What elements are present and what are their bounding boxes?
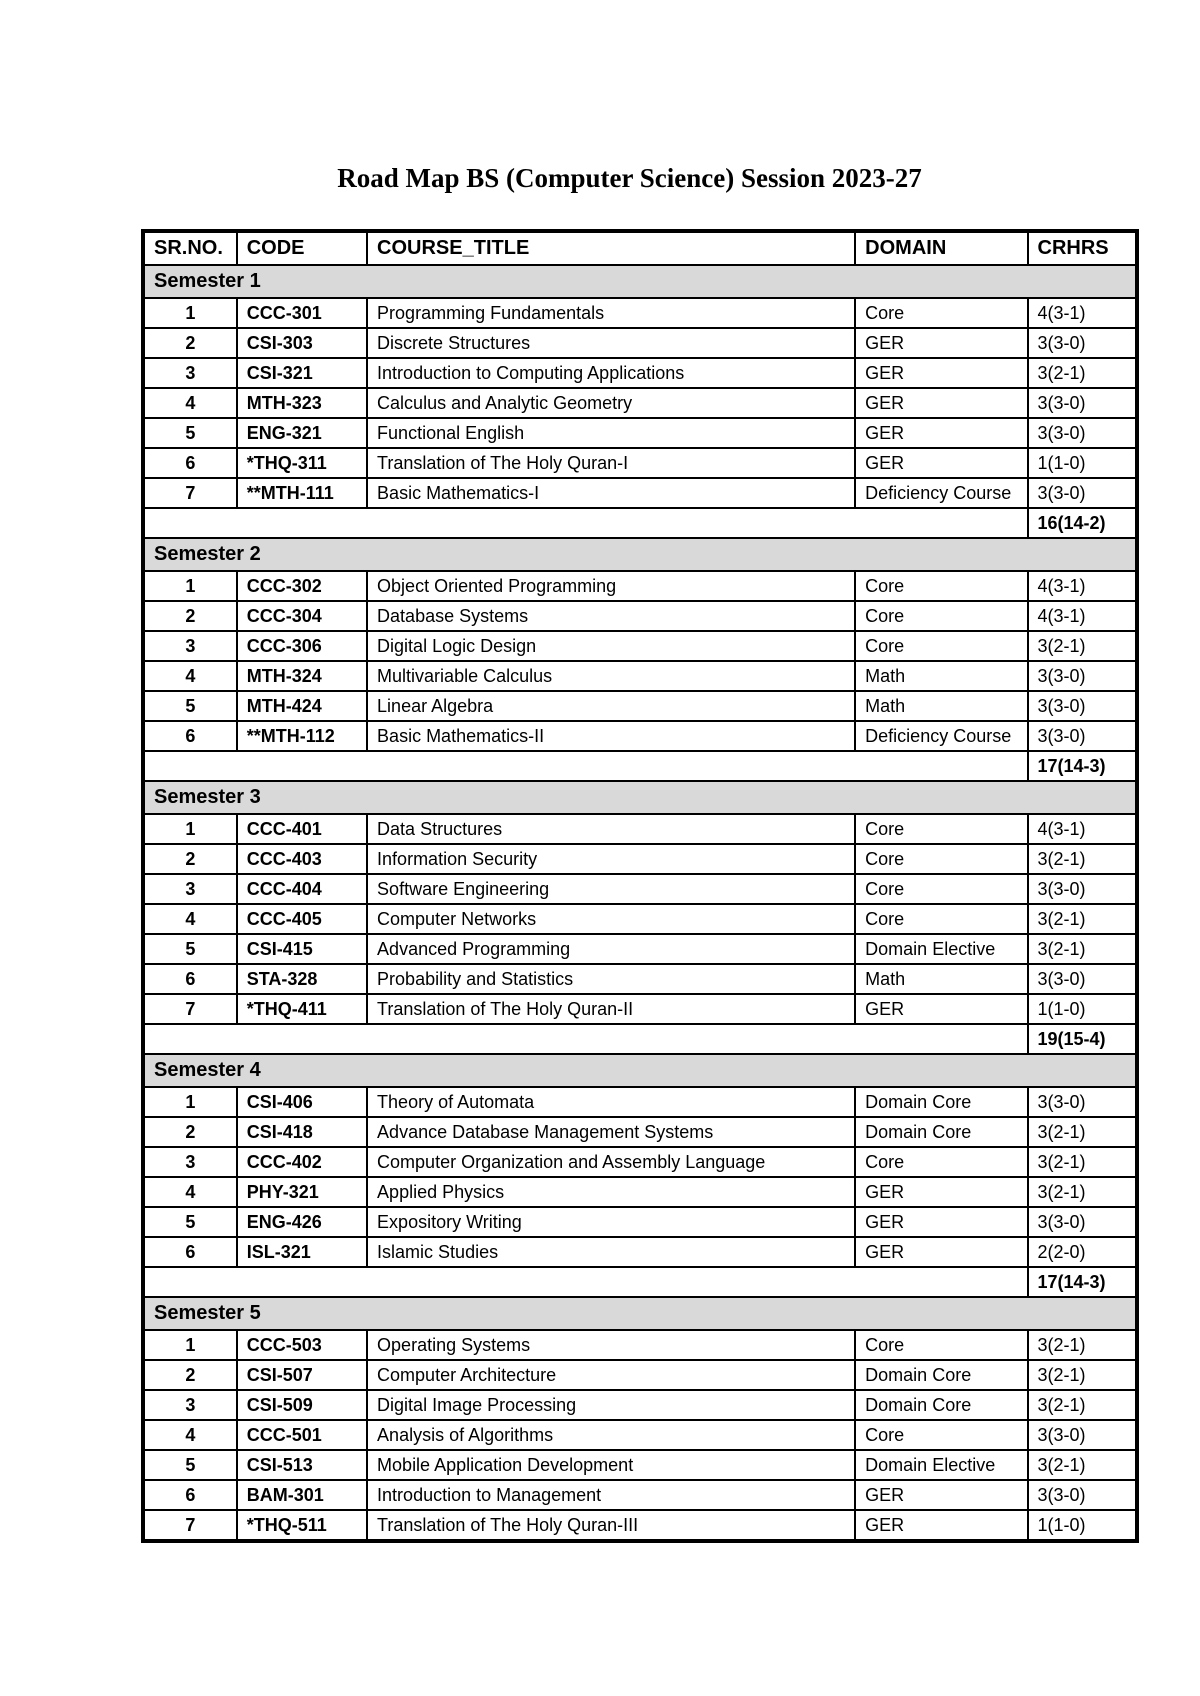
domain-cell: Deficiency Course [855,478,1027,508]
course-code-cell: CSI-406 [237,1087,367,1117]
course-title-cell: Discrete Structures [367,328,855,358]
semester-label: Semester 5 [143,1297,1137,1330]
course-title-cell: Translation of The Holy Quran-II [367,994,855,1024]
course-title-cell: Calculus and Analytic Geometry [367,388,855,418]
crhrs-cell: 1(1-0) [1028,448,1138,478]
crhrs-cell: 3(2-1) [1028,934,1138,964]
semester-label: Semester 1 [143,265,1137,298]
sr-no-cell: 1 [143,1087,237,1117]
table-row [143,1207,1137,1237]
course-code-cell: CCC-302 [237,571,367,601]
sr-no-cell: 4 [143,1177,237,1207]
course-title-cell: Data Structures [367,814,855,844]
course-title-cell: Software Engineering [367,874,855,904]
course-code-cell: BAM-301 [237,1480,367,1510]
crhrs-cell: 3(3-0) [1028,418,1138,448]
semester-total-row [143,751,1137,781]
domain-cell: Core [855,814,1027,844]
course-title-cell: Information Security [367,844,855,874]
course-title-cell: Digital Logic Design [367,631,855,661]
total-spacer-cell [143,1024,1028,1054]
course-code-cell: ENG-321 [237,418,367,448]
crhrs-cell: 3(2-1) [1028,1360,1138,1390]
semester-total-crhrs: 16(14-2) [1028,508,1138,538]
table-row [143,1330,1137,1360]
crhrs-cell: 3(3-0) [1028,388,1138,418]
sr-no-cell: 1 [143,298,237,328]
course-code-cell: CSI-507 [237,1360,367,1390]
sr-no-cell: 5 [143,1207,237,1237]
course-title-cell: Expository Writing [367,1207,855,1237]
domain-cell: Core [855,1330,1027,1360]
course-code-cell: CSI-513 [237,1450,367,1480]
table-body [143,265,1137,1541]
header-code: CODE [237,231,367,265]
course-title-cell: Islamic Studies [367,1237,855,1267]
domain-cell: Domain Elective [855,934,1027,964]
crhrs-cell: 3(3-0) [1028,1420,1138,1450]
crhrs-cell: 4(3-1) [1028,571,1138,601]
domain-cell: GER [855,328,1027,358]
table-row [143,1420,1137,1450]
course-title-cell: Computer Organization and Assembly Language [367,1147,855,1177]
crhrs-cell: 3(3-0) [1028,328,1138,358]
course-code-cell: CCC-501 [237,1420,367,1450]
course-code-cell: CCC-301 [237,298,367,328]
sr-no-cell: 2 [143,1117,237,1147]
course-title-cell: Advance Database Management Systems [367,1117,855,1147]
header-domain: DOMAIN [855,231,1027,265]
total-spacer-cell [143,1267,1028,1297]
domain-cell: Core [855,904,1027,934]
crhrs-cell: 3(2-1) [1028,631,1138,661]
course-title-cell: Analysis of Algorithms [367,1420,855,1450]
sr-no-cell: 6 [143,448,237,478]
crhrs-cell: 1(1-0) [1028,1510,1138,1541]
sr-no-cell: 3 [143,1147,237,1177]
sr-no-cell: 2 [143,601,237,631]
course-title-cell: Computer Architecture [367,1360,855,1390]
course-title-cell: Basic Mathematics-I [367,478,855,508]
table-row [143,1177,1137,1207]
course-title-cell: Introduction to Management [367,1480,855,1510]
sr-no-cell: 4 [143,1420,237,1450]
table-row [143,1510,1137,1541]
total-spacer-cell [143,751,1028,781]
sr-no-cell: 7 [143,994,237,1024]
sr-no-cell: 2 [143,1360,237,1390]
crhrs-cell: 3(2-1) [1028,1390,1138,1420]
sr-no-cell: 4 [143,904,237,934]
domain-cell: Core [855,1420,1027,1450]
table-row [143,1237,1137,1267]
semester-header-row [143,781,1137,814]
sr-no-cell: 1 [143,814,237,844]
sr-no-cell: 5 [143,934,237,964]
sr-no-cell: 3 [143,1390,237,1420]
table-row [143,1360,1137,1390]
page-title: Road Map BS (Computer Science) Session 2023-27 [337,163,922,193]
table-row [143,721,1137,751]
course-code-cell: CCC-403 [237,844,367,874]
course-title-cell: Mobile Application Development [367,1450,855,1480]
course-code-cell: *THQ-511 [237,1510,367,1541]
domain-cell: Domain Core [855,1117,1027,1147]
sr-no-cell: 6 [143,964,237,994]
crhrs-cell: 3(3-0) [1028,1087,1138,1117]
crhrs-cell: 3(3-0) [1028,1207,1138,1237]
crhrs-cell: 3(2-1) [1028,1117,1138,1147]
crhrs-cell: 3(2-1) [1028,1147,1138,1177]
crhrs-cell: 4(3-1) [1028,814,1138,844]
semester-total-row [143,1024,1137,1054]
course-code-cell: CSI-415 [237,934,367,964]
crhrs-cell: 3(2-1) [1028,844,1138,874]
course-code-cell: CCC-405 [237,904,367,934]
sr-no-cell: 1 [143,1330,237,1360]
crhrs-cell: 4(3-1) [1028,298,1138,328]
table-row [143,1147,1137,1177]
course-code-cell: MTH-323 [237,388,367,418]
crhrs-cell: 3(2-1) [1028,1177,1138,1207]
course-title-cell: Theory of Automata [367,1087,855,1117]
table-row [143,844,1137,874]
table-row [143,964,1137,994]
crhrs-cell: 3(2-1) [1028,1450,1138,1480]
table-row [143,994,1137,1024]
table-row [143,601,1137,631]
table-row [143,1117,1137,1147]
semester-label: Semester 2 [143,538,1137,571]
course-code-cell: **MTH-112 [237,721,367,751]
crhrs-cell: 4(3-1) [1028,601,1138,631]
domain-cell: GER [855,1207,1027,1237]
course-title-cell: Object Oriented Programming [367,571,855,601]
course-title-cell: Database Systems [367,601,855,631]
semester-label: Semester 3 [143,781,1137,814]
course-code-cell: ENG-426 [237,1207,367,1237]
course-code-cell: STA-328 [237,964,367,994]
sr-no-cell: 2 [143,328,237,358]
crhrs-cell: 3(2-1) [1028,904,1138,934]
sr-no-cell: 4 [143,388,237,418]
header-crhrs: CRHRS [1028,231,1138,265]
crhrs-cell: 3(3-0) [1028,721,1138,751]
domain-cell: GER [855,418,1027,448]
domain-cell: Math [855,691,1027,721]
course-title-cell: Multivariable Calculus [367,661,855,691]
domain-cell: GER [855,1177,1027,1207]
course-title-cell: Advanced Programming [367,934,855,964]
table-row [143,298,1137,328]
table-row [143,478,1137,508]
domain-cell: Domain Core [855,1087,1027,1117]
domain-cell: GER [855,388,1027,418]
semester-header-row [143,265,1137,298]
table-row [143,418,1137,448]
sr-no-cell: 6 [143,1480,237,1510]
semester-total-crhrs: 17(14-3) [1028,751,1138,781]
sr-no-cell: 2 [143,844,237,874]
course-title-cell: Translation of The Holy Quran-III [367,1510,855,1541]
domain-cell: Math [855,661,1027,691]
course-code-cell: CCC-404 [237,874,367,904]
header-srno: SR.NO. [143,231,237,265]
domain-cell: Core [855,1147,1027,1177]
roadmap-table [141,229,1139,1543]
course-code-cell: MTH-324 [237,661,367,691]
table-row [143,904,1137,934]
semester-label: Semester 4 [143,1054,1137,1087]
domain-cell: Deficiency Course [855,721,1027,751]
table-row [143,328,1137,358]
semester-total-crhrs: 19(15-4) [1028,1024,1138,1054]
course-title-cell: Probability and Statistics [367,964,855,994]
semester-total-row [143,1267,1137,1297]
course-title-cell: Translation of The Holy Quran-I [367,448,855,478]
table-row [143,448,1137,478]
course-title-cell: Programming Fundamentals [367,298,855,328]
crhrs-cell: 3(2-1) [1028,358,1138,388]
total-spacer-cell [143,508,1028,538]
semester-total-crhrs: 17(14-3) [1028,1267,1138,1297]
domain-cell: Domain Core [855,1360,1027,1390]
crhrs-cell: 3(3-0) [1028,1480,1138,1510]
sr-no-cell: 7 [143,478,237,508]
table-row [143,388,1137,418]
course-code-cell: ISL-321 [237,1237,367,1267]
table-row [143,358,1137,388]
table-row [143,1480,1137,1510]
sr-no-cell: 7 [143,1510,237,1541]
domain-cell: Core [855,298,1027,328]
semester-header-row [143,1297,1137,1330]
table-row [143,1450,1137,1480]
table-row [143,691,1137,721]
domain-cell: Core [855,601,1027,631]
course-code-cell: *THQ-311 [237,448,367,478]
sr-no-cell: 5 [143,691,237,721]
course-code-cell: CCC-503 [237,1330,367,1360]
sr-no-cell: 1 [143,571,237,601]
domain-cell: GER [855,1480,1027,1510]
course-code-cell: CSI-303 [237,328,367,358]
course-title-cell: Digital Image Processing [367,1390,855,1420]
domain-cell: Domain Elective [855,1450,1027,1480]
course-code-cell: CCC-402 [237,1147,367,1177]
domain-cell: Core [855,631,1027,661]
sr-no-cell: 3 [143,874,237,904]
table-row [143,1390,1137,1420]
table-row [143,934,1137,964]
crhrs-cell: 3(3-0) [1028,478,1138,508]
domain-cell: GER [855,358,1027,388]
course-title-cell: Computer Networks [367,904,855,934]
domain-cell: Math [855,964,1027,994]
course-code-cell: PHY-321 [237,1177,367,1207]
course-code-cell: CCC-304 [237,601,367,631]
table-row [143,631,1137,661]
header-course-title: COURSE_TITLE [367,231,855,265]
course-title-cell: Functional English [367,418,855,448]
domain-cell: Core [855,844,1027,874]
crhrs-cell: 3(3-0) [1028,661,1138,691]
course-code-cell: MTH-424 [237,691,367,721]
domain-cell: GER [855,448,1027,478]
sr-no-cell: 3 [143,631,237,661]
sr-no-cell: 5 [143,418,237,448]
sr-no-cell: 6 [143,1237,237,1267]
course-code-cell: CSI-321 [237,358,367,388]
crhrs-cell: 2(2-0) [1028,1237,1138,1267]
table-row [143,571,1137,601]
course-code-cell: CCC-306 [237,631,367,661]
course-code-cell: CCC-401 [237,814,367,844]
crhrs-cell: 3(3-0) [1028,691,1138,721]
table-row [143,874,1137,904]
course-code-cell: CSI-509 [237,1390,367,1420]
domain-cell: GER [855,1510,1027,1541]
sr-no-cell: 4 [143,661,237,691]
course-code-cell: *THQ-411 [237,994,367,1024]
header-row [143,231,1137,265]
sr-no-cell: 3 [143,358,237,388]
semester-header-row [143,538,1137,571]
domain-cell: GER [855,994,1027,1024]
domain-cell: Domain Core [855,1390,1027,1420]
semester-total-row [143,508,1137,538]
course-code-cell: CSI-418 [237,1117,367,1147]
crhrs-cell: 3(3-0) [1028,874,1138,904]
table-row [143,1087,1137,1117]
domain-cell: Core [855,571,1027,601]
course-title-cell: Linear Algebra [367,691,855,721]
course-title-cell: Basic Mathematics-II [367,721,855,751]
course-title-cell: Operating Systems [367,1330,855,1360]
domain-cell: GER [855,1237,1027,1267]
course-title-cell: Introduction to Computing Applications [367,358,855,388]
course-code-cell: **MTH-111 [237,478,367,508]
sr-no-cell: 5 [143,1450,237,1480]
crhrs-cell: 3(3-0) [1028,964,1138,994]
crhrs-cell: 1(1-0) [1028,994,1138,1024]
sr-no-cell: 6 [143,721,237,751]
semester-header-row [143,1054,1137,1087]
domain-cell: Core [855,874,1027,904]
table-row [143,814,1137,844]
table-row [143,661,1137,691]
course-title-cell: Applied Physics [367,1177,855,1207]
crhrs-cell: 3(2-1) [1028,1330,1138,1360]
